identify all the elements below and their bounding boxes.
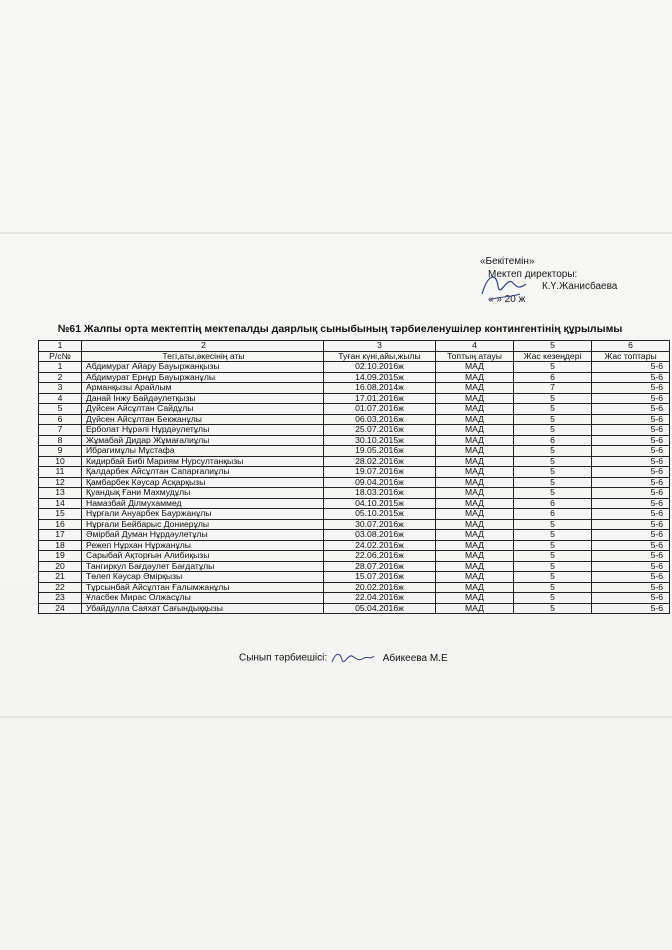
- table-cell: 5: [514, 530, 592, 541]
- document-title: №61 Жалпы орта мектептің мектепалды даярлық сыныбының тәрбиеленушілер контингентінің құрылымы: [57, 323, 623, 335]
- column-header-cell: Жас топтары: [592, 351, 670, 362]
- table-cell: 24: [39, 603, 82, 614]
- table-cell: 14: [39, 498, 82, 509]
- table-cell: 5-6: [592, 446, 670, 457]
- table-cell: 28.07.2016ж: [324, 561, 436, 572]
- table-cell: МАД: [436, 509, 514, 520]
- table-cell: 3: [39, 383, 82, 394]
- table-cell: Кидирбай Бибі Мариям Нурсултанқызы: [82, 456, 324, 467]
- table-row: [39, 582, 670, 593]
- table-cell: 5-6: [592, 540, 670, 551]
- column-number-cell: 5: [514, 341, 592, 352]
- table-cell: Дүйсен Айсұлтан Сайдұлы: [82, 404, 324, 415]
- table-cell: 5: [514, 603, 592, 614]
- table-cell: Дүйсен Айсұлтан Бекжанұлы: [82, 414, 324, 425]
- table-cell: 20.02.2016ж: [324, 582, 436, 593]
- table-row: [39, 393, 670, 404]
- teacher-signature: [330, 650, 376, 666]
- column-number-row: [39, 341, 670, 352]
- table-cell: 4: [39, 393, 82, 404]
- column-number-cell: 1: [39, 341, 82, 352]
- table-cell: 5-6: [592, 456, 670, 467]
- table-cell: 19: [39, 551, 82, 562]
- table-row: [39, 593, 670, 604]
- scan-edge-bottom: [0, 716, 672, 718]
- teacher-name: Абикеева М.Е: [382, 652, 448, 664]
- table-cell: 5-6: [592, 404, 670, 415]
- approval-date: « » 20 ж: [488, 293, 526, 305]
- table-cell: 09.04.2016ж: [324, 477, 436, 488]
- table-cell: 30.07.2016ж: [324, 519, 436, 530]
- table-row: [39, 362, 670, 373]
- table-row: [39, 572, 670, 583]
- table-cell: 5: [514, 425, 592, 436]
- table-cell: 25.07.2016ж: [324, 425, 436, 436]
- table-row: [39, 425, 670, 436]
- table-cell: МАД: [436, 362, 514, 373]
- table-cell: 13: [39, 488, 82, 499]
- table-cell: 22.04.2016ж: [324, 593, 436, 604]
- column-header-cell: Р/с№: [39, 351, 82, 362]
- table-cell: 15: [39, 509, 82, 520]
- table-cell: 5: [514, 551, 592, 562]
- table-cell: 7: [39, 425, 82, 436]
- table-cell: 15.07.2016ж: [324, 572, 436, 583]
- table-cell: 05.10.2015ж: [324, 509, 436, 520]
- table-cell: МАД: [436, 467, 514, 478]
- table-cell: 6: [514, 435, 592, 446]
- table-cell: Убайдулла Саяхат Сағындыққызы: [82, 603, 324, 614]
- table-cell: 17: [39, 530, 82, 541]
- table-row: [39, 446, 670, 457]
- table-cell: 5-6: [592, 372, 670, 383]
- table-cell: 5: [514, 593, 592, 604]
- column-number-cell: 6: [592, 341, 670, 352]
- table-cell: Тұрсынбай Айсұлтан Ғалымжанұлы: [82, 582, 324, 593]
- table-cell: 5-6: [592, 519, 670, 530]
- table-cell: МАД: [436, 561, 514, 572]
- table-cell: 5-6: [592, 593, 670, 604]
- table-cell: МАД: [436, 414, 514, 425]
- column-header-row: [39, 351, 670, 362]
- table-cell: Қалдарбек Айсұлтан Сапарғалиұлы: [82, 467, 324, 478]
- table-cell: Төлеп Кәусар Әмірқызы: [82, 572, 324, 583]
- table-cell: 17.01.2016ж: [324, 393, 436, 404]
- table-row: [39, 561, 670, 572]
- table-cell: 5: [514, 446, 592, 457]
- table-cell: Режеп Нұрхан Нұржанұлы: [82, 540, 324, 551]
- table-cell: 01.07.2016ж: [324, 404, 436, 415]
- table-cell: МАД: [436, 603, 514, 614]
- table-row: [39, 383, 670, 394]
- table-cell: 5-6: [592, 561, 670, 572]
- table-cell: 02.10.2016ж: [324, 362, 436, 373]
- table-row: [39, 414, 670, 425]
- footer-signature-line: [239, 650, 448, 666]
- table-cell: 5-6: [592, 362, 670, 373]
- table-row: [39, 519, 670, 530]
- table-cell: МАД: [436, 404, 514, 415]
- table-cell: МАД: [436, 582, 514, 593]
- table-cell: 5: [514, 582, 592, 593]
- table-cell: 5-6: [592, 414, 670, 425]
- table-cell: Абдимурат Айару Бауыржанқызы: [82, 362, 324, 373]
- table-cell: 5-6: [592, 435, 670, 446]
- table-cell: Сарыбай Ақторғын Алибиқызы: [82, 551, 324, 562]
- table-cell: 22.06.2016ж: [324, 551, 436, 562]
- table-row: [39, 467, 670, 478]
- table-cell: 19.05.2016ж: [324, 446, 436, 457]
- table-cell: 5-6: [592, 530, 670, 541]
- table-cell: МАД: [436, 530, 514, 541]
- table-cell: 24.02.2016ж: [324, 540, 436, 551]
- column-number-cell: 2: [82, 341, 324, 352]
- table-cell: МАД: [436, 372, 514, 383]
- table-cell: 21: [39, 572, 82, 583]
- table-cell: 06.03.2016ж: [324, 414, 436, 425]
- scan-edge-top: [0, 232, 672, 234]
- table-row: [39, 477, 670, 488]
- table-cell: 18.03.2016ж: [324, 488, 436, 499]
- table-cell: 5: [39, 404, 82, 415]
- table-cell: МАД: [436, 393, 514, 404]
- table-cell: Нұрғали Бейбарыс Дониерұлы: [82, 519, 324, 530]
- table-cell: МАД: [436, 425, 514, 436]
- table-cell: МАД: [436, 551, 514, 562]
- table-cell: 12: [39, 477, 82, 488]
- footer-label: Сынып тәрбиешісі:: [239, 652, 328, 664]
- table-cell: 5: [514, 404, 592, 415]
- table-cell: 5-6: [592, 603, 670, 614]
- column-header-cell: Тегі,аты,әкесінің аты: [82, 351, 324, 362]
- table-cell: 5: [514, 488, 592, 499]
- table-row: [39, 372, 670, 383]
- table-cell: Ибрагимұлы Мұстафа: [82, 446, 324, 457]
- table-cell: 5-6: [592, 582, 670, 593]
- table-cell: МАД: [436, 456, 514, 467]
- column-number-cell: 4: [436, 341, 514, 352]
- table-cell: МАД: [436, 540, 514, 551]
- table-cell: 6: [514, 509, 592, 520]
- table-cell: 04.10.2015ж: [324, 498, 436, 509]
- approval-director-title: Мектеп директоры:: [488, 268, 578, 280]
- table-cell: МАД: [436, 446, 514, 457]
- table-cell: МАД: [436, 519, 514, 530]
- table-cell: МАД: [436, 435, 514, 446]
- table-cell: Намазбай Ділмухаммед: [82, 498, 324, 509]
- table-cell: 5-6: [592, 425, 670, 436]
- table-cell: 14.09.2015ж: [324, 372, 436, 383]
- table-cell: 6: [514, 372, 592, 383]
- table-cell: 5-6: [592, 477, 670, 488]
- table-cell: 5-6: [592, 551, 670, 562]
- table-row: [39, 488, 670, 499]
- table-cell: Абдимурат Ернұр Бауыржанұлы: [82, 372, 324, 383]
- table-cell: Данай Інжу Байдәулетқызы: [82, 393, 324, 404]
- table-cell: 5: [514, 467, 592, 478]
- column-header-cell: Туған күні,айы,жылы: [324, 351, 436, 362]
- column-number-cell: 3: [324, 341, 436, 352]
- table-cell: 03.08.2016ж: [324, 530, 436, 541]
- table-cell: 23: [39, 593, 82, 604]
- table-cell: 5-6: [592, 467, 670, 478]
- table-cell: 5: [514, 414, 592, 425]
- table-cell: 5-6: [592, 498, 670, 509]
- table-cell: 9: [39, 446, 82, 457]
- table-row: [39, 603, 670, 614]
- approval-director-name: К.Ү.Жанисбаева: [542, 281, 618, 292]
- table-cell: Қамбарбек Кәусар Асқарқызы: [82, 477, 324, 488]
- table-cell: 05.04.2016ж: [324, 603, 436, 614]
- table-cell: 6: [514, 498, 592, 509]
- table-cell: 19.07.2016ж: [324, 467, 436, 478]
- table-cell: 5-6: [592, 393, 670, 404]
- table-cell: Жұмабай Дидар Жұмағалиұлы: [82, 435, 324, 446]
- column-header-cell: Жас кезеңдері: [514, 351, 592, 362]
- table-cell: МАД: [436, 498, 514, 509]
- table-cell: 10: [39, 456, 82, 467]
- table-cell: Арманқызы Арайлым: [82, 383, 324, 394]
- table-cell: МАД: [436, 488, 514, 499]
- table-cell: 20: [39, 561, 82, 572]
- table-row: [39, 530, 670, 541]
- table-cell: МАД: [436, 593, 514, 604]
- table-cell: 8: [39, 435, 82, 446]
- table-cell: 5: [514, 572, 592, 583]
- table-cell: 18: [39, 540, 82, 551]
- table-cell: Ұласбек Мирас Олжасұлы: [82, 593, 324, 604]
- table-cell: 5: [514, 456, 592, 467]
- table-cell: Тангиркул Бағдәулет Бағдатұлы: [82, 561, 324, 572]
- table-cell: 5-6: [592, 488, 670, 499]
- table-cell: 22: [39, 582, 82, 593]
- table-cell: МАД: [436, 383, 514, 394]
- table-cell: 5-6: [592, 572, 670, 583]
- table-cell: Әмірбай Думан Нұрдәулетұлы: [82, 530, 324, 541]
- table-row: [39, 404, 670, 415]
- table-row: [39, 551, 670, 562]
- approval-heading: «Бекітемін»: [480, 256, 535, 267]
- table-cell: 16: [39, 519, 82, 530]
- table-cell: МАД: [436, 572, 514, 583]
- table-cell: 5: [514, 477, 592, 488]
- table-cell: 7: [514, 383, 592, 394]
- column-header-cell: Топтың атауы: [436, 351, 514, 362]
- table-cell: 30.10.2015ж: [324, 435, 436, 446]
- table-cell: 5-6: [592, 509, 670, 520]
- table-row: [39, 498, 670, 509]
- table-cell: 5: [514, 561, 592, 572]
- table-row: [39, 509, 670, 520]
- table-cell: Ерболат Нұрәлі Нұрдәулетұлы: [82, 425, 324, 436]
- table-row: [39, 435, 670, 446]
- table-cell: 16.08.2014ж: [324, 383, 436, 394]
- roster-body: [39, 362, 670, 614]
- table-cell: 5: [514, 362, 592, 373]
- table-row: [39, 456, 670, 467]
- table-cell: 2: [39, 372, 82, 383]
- table-cell: 5-6: [592, 383, 670, 394]
- table-cell: Қуандық Ғани Махмудұлы: [82, 488, 324, 499]
- table-row: [39, 540, 670, 551]
- table-cell: 1: [39, 362, 82, 373]
- director-signature: [478, 264, 538, 306]
- table-cell: 5: [514, 519, 592, 530]
- table-cell: 6: [39, 414, 82, 425]
- table-cell: 5: [514, 393, 592, 404]
- table-cell: Нұрғали Ануарбек Бауржанұлы: [82, 509, 324, 520]
- table-cell: 28.02.2016ж: [324, 456, 436, 467]
- table-cell: 11: [39, 467, 82, 478]
- roster-table: [38, 340, 670, 614]
- table-cell: 5: [514, 540, 592, 551]
- table-cell: МАД: [436, 477, 514, 488]
